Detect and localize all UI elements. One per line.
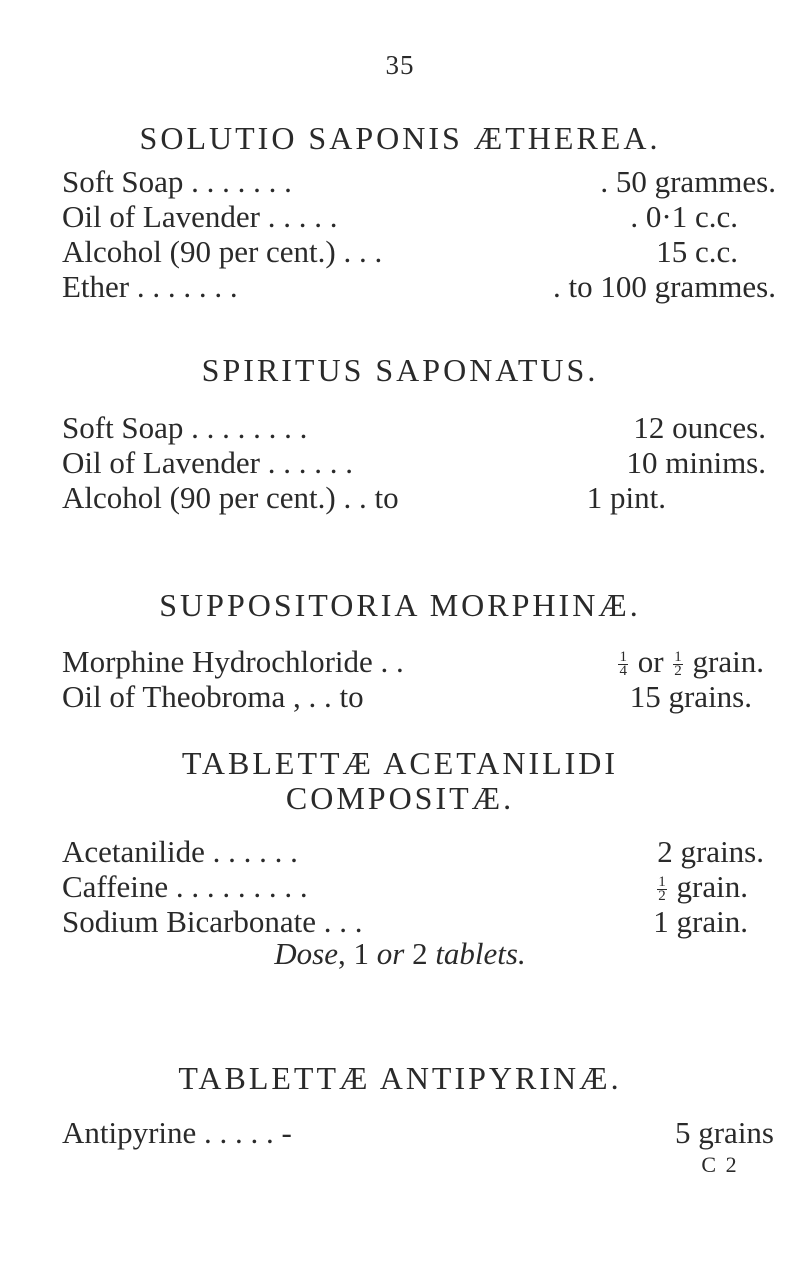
- ingredient-name: Antipyrine . . . . . -: [62, 1115, 292, 1150]
- fraction-half: $\frac{1}{2}$: [658, 874, 666, 905]
- ingredient-row: [62, 409, 776, 447]
- section-title-suppositoria-morphinae: SUPPOSITORIA MORPHINÆ.: [159, 587, 641, 623]
- fraction-quarter: $\frac{1}{4}$: [619, 649, 627, 680]
- ingredient-row: [62, 479, 776, 517]
- ingredient-quantity: 10 minims.: [626, 445, 766, 480]
- section-title-tablettae-acetanilidi: TABLETTÆ ACETANILIDI: [181, 745, 619, 781]
- ingredient-row: [62, 868, 776, 906]
- section-title-spiritus-saponatus: SPIRITUS SAPONATUS.: [201, 352, 599, 388]
- ingredient-name: Ether . . . . . . .: [62, 269, 238, 304]
- page-number: 35: [385, 50, 415, 80]
- dose-instruction: Dose, 1 or 2 tablets.: [274, 936, 526, 971]
- ingredient-row: [62, 444, 776, 482]
- ingredient-quantity: . 50 grammes.: [600, 164, 776, 199]
- ingredient-name: Alcohol (90 per cent.) . . to: [62, 480, 399, 515]
- dose-word: Dose: [274, 936, 338, 971]
- ingredient-name: Oil of Theobroma , . . to: [62, 679, 364, 714]
- ingredient-name: Oil of Lavender . . . . . .: [62, 445, 353, 480]
- ingredient-name: Alcohol (90 per cent.) . . .: [62, 234, 383, 269]
- dose-or: or: [376, 936, 405, 971]
- ingredient-quantity: 2 grains.: [657, 834, 764, 869]
- ingredient-quantity: 15 grains.: [629, 679, 752, 714]
- section-title-compositae: COMPOSITÆ.: [285, 780, 515, 816]
- section-title-tablettae-antipyrinae: TABLETTÆ ANTIPYRINÆ.: [178, 1060, 622, 1096]
- ingredient-name: Acetanilide . . . . . .: [62, 834, 298, 869]
- ingredient-row: [62, 198, 776, 236]
- dose-count-2: 2: [412, 936, 428, 971]
- ingredient-name: Morphine Hydrochloride . .: [62, 644, 404, 679]
- ingredient-quantity: . to 100 grammes.: [553, 269, 776, 304]
- ingredient-name: Soft Soap . . . . . . . .: [62, 410, 308, 445]
- ingredient-quantity: $\frac{1}{4}$ or $\frac{1}{2}$ grain.: [619, 644, 764, 680]
- fraction-half: $\frac{1}{2}$: [674, 649, 682, 680]
- dose-count-1: 1: [353, 936, 369, 971]
- ingredient-row: [62, 833, 776, 871]
- ingredient-name: Sodium Bicarbonate . . .: [62, 904, 363, 939]
- ingredient-row: [62, 233, 776, 271]
- section-title-solutio-saponis: SOLUTIO SAPONIS ÆTHEREA.: [139, 120, 661, 156]
- ingredient-quantity: 1 pint.: [586, 480, 666, 515]
- ingredient-quantity: 12 ounces.: [633, 410, 766, 445]
- ingredient-name: Oil of Lavender . . . . .: [62, 199, 338, 234]
- ingredient-name: Caffeine . . . . . . . . .: [62, 869, 308, 904]
- dose-unit: tablets.: [435, 936, 526, 971]
- ingredient-quantity: $\frac{1}{2}$ grain.: [658, 869, 748, 905]
- ingredient-quantity: 1 grain.: [653, 904, 748, 939]
- ingredient-row: [62, 163, 776, 201]
- ingredient-quantity: 5 grains: [674, 1115, 774, 1150]
- ingredient-row: [62, 268, 776, 306]
- ingredient-name: Soft Soap . . . . . . .: [62, 164, 292, 199]
- signature-mark: C 2: [701, 1152, 739, 1177]
- ingredient-quantity: . 0·1 c.c.: [630, 199, 738, 234]
- ingredient-quantity: 15 c.c.: [656, 234, 738, 269]
- ingredient-row: [62, 643, 776, 681]
- ingredient-row: [62, 1114, 776, 1152]
- ingredient-row: [62, 678, 776, 716]
